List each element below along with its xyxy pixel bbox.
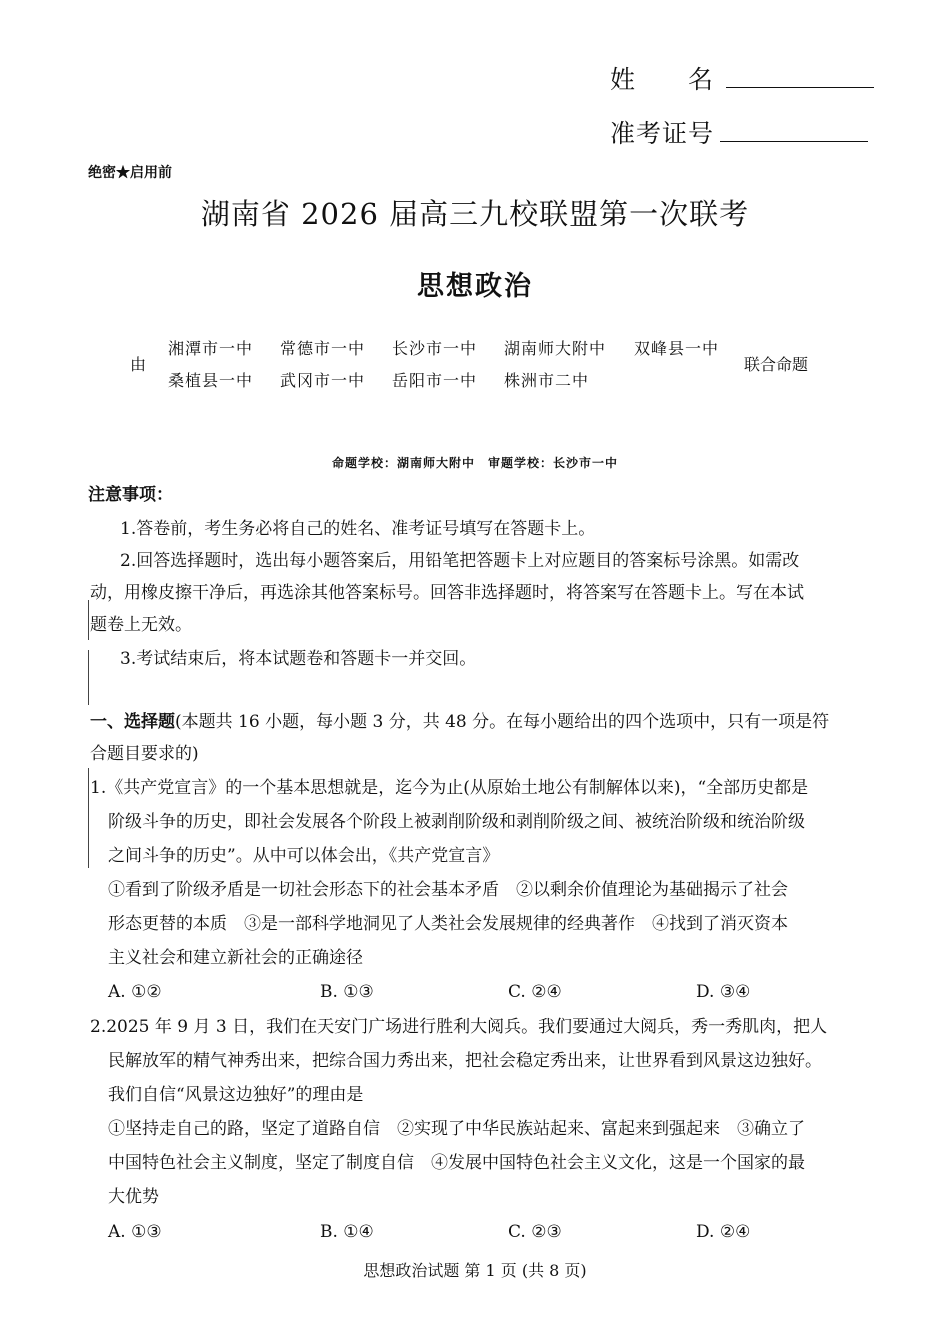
q2-stem-line-1: 2.2025 年 9 月 3 日，我们在天安门广场进行胜利大阅兵。我们要通过大阅兵，秀一秀肌肉，把人 [90, 1017, 828, 1037]
school-zhuzhou: 株洲市二中 [504, 371, 590, 390]
exam-number-blank[interactable] [720, 119, 868, 142]
setters-line: 命题学校：湖南师大附中 审题学校：长沙市一中 [331, 456, 618, 470]
exam-title: 湖南省 2026 届高三九校联盟第一次联考 [200, 197, 750, 231]
section-1-desc-line-2: 合题目要求的) [90, 744, 199, 764]
q1-option-a[interactable]: A. ①② [108, 982, 162, 1002]
notice-item-1: 1.答卷前，考生务必将自己的姓名、准考证号填写在答题卡上。 [120, 519, 596, 539]
q2-statements-line-3: 大优势 [108, 1187, 159, 1207]
school-wugang: 武冈市一中 [280, 371, 366, 390]
school-hunan-normal: 湖南师大附中 [504, 339, 607, 358]
exam-number-label: 准考证号 [610, 119, 715, 148]
margin-line-upper [88, 600, 89, 640]
name-label: 姓 名 [610, 65, 715, 94]
secret-mark: 绝密★启用前 [88, 165, 172, 181]
school-changde: 常德市一中 [280, 339, 366, 358]
school-yueyang: 岳阳市一中 [392, 371, 478, 390]
page-footer: 思想政治试题 第 1 页 (共 8 页) [363, 1261, 587, 1280]
q1-statements-line-1: ①看到了阶级矛盾是一切社会形态下的社会基本矛盾 ②以剩余价值理论为基础揭示了社会 [108, 880, 788, 900]
q2-stem-line-2: 民解放军的精气神秀出来，把综合国力秀出来，把社会稳定秀出来，让世界看到风景这边独好。 [108, 1051, 822, 1071]
union-by: 由 [130, 355, 147, 374]
section-1-header [90, 705, 829, 739]
section-1-label: 一、选择题 [90, 712, 175, 732]
section-1-desc-line-1: (本题共 16 小题，每小题 3 分，共 48 分。在每小题给出的四个选项中，只有一项是符 [175, 712, 830, 732]
q2-option-a[interactable]: A. ①③ [108, 1222, 162, 1242]
notice-heading: 注意事项： [88, 485, 173, 505]
margin-line-lower [88, 768, 89, 868]
school-changsha: 长沙市一中 [392, 339, 478, 358]
notice-item-2-line-1: 2.回答选择题时，选出每小题答案后，用铅笔把答题卡上对应题目的答案标号涂黑。如需改 [120, 551, 800, 571]
q2-stem-line-3: 我们自信“风景这边独好”的理由是 [108, 1085, 364, 1105]
q1-option-d[interactable]: D. ③④ [696, 982, 751, 1002]
q1-option-c[interactable]: C. ②④ [508, 982, 562, 1002]
notice-item-3: 3.考试结束后，将本试题卷和答题卡一并交回。 [120, 649, 477, 669]
school-shuangfeng: 双峰县一中 [634, 339, 720, 358]
notice-item-2-line-2: 动，用橡皮擦干净后，再选涂其他答案标号。回答非选择题时，将答案写在答题卡上。写在本试 [90, 583, 804, 603]
q1-statements-line-3: 主义社会和建立新社会的正确途径 [108, 948, 363, 968]
q2-option-b[interactable]: B. ①④ [320, 1222, 374, 1242]
q2-option-c[interactable]: C. ②③ [508, 1222, 562, 1242]
margin-line-middle [88, 650, 89, 705]
union-suffix: 联合命题 [744, 355, 809, 374]
q1-statements-line-2: 形态更替的本质 ③是一部科学地洞见了人类社会发展规律的经典著作 ④找到了消灭资本 [108, 914, 788, 934]
subject-title: 思想政治 [417, 271, 533, 302]
exam-number-field [610, 114, 868, 150]
q1-stem-line-1: 1.《共产党宣言》的一个基本思想就是，迄今为止(从原始土地公有制解体以来)，“全部历史都是 [90, 778, 809, 798]
notice-item-2-line-3: 题卷上无效。 [90, 615, 192, 635]
q2-statements-line-1: ①坚持走自己的路，坚定了道路自信 ②实现了中华民族站起来、富起来到强起来 ③确立了 [108, 1119, 805, 1139]
name-field [610, 60, 874, 96]
q2-statements-line-2: 中国特色社会主义制度，坚定了制度自信 ④发展中国特色社会主义文化，这是一个国家的最 [108, 1153, 805, 1173]
name-blank[interactable] [726, 65, 874, 88]
q2-option-d[interactable]: D. ②④ [696, 1222, 751, 1242]
school-xiangtan: 湘潭市一中 [168, 339, 254, 358]
q1-option-b[interactable]: B. ①③ [320, 982, 374, 1002]
q1-stem-line-3: 之间斗争的历史”。从中可以体会出，《共产党宣言》 [108, 846, 500, 866]
school-sangzhi: 桑植县一中 [168, 371, 254, 390]
q1-stem-line-2: 阶级斗争的历史，即社会发展各个阶段上被剥削阶级和剥削阶级之间、被统治阶级和统治阶级 [108, 812, 805, 832]
